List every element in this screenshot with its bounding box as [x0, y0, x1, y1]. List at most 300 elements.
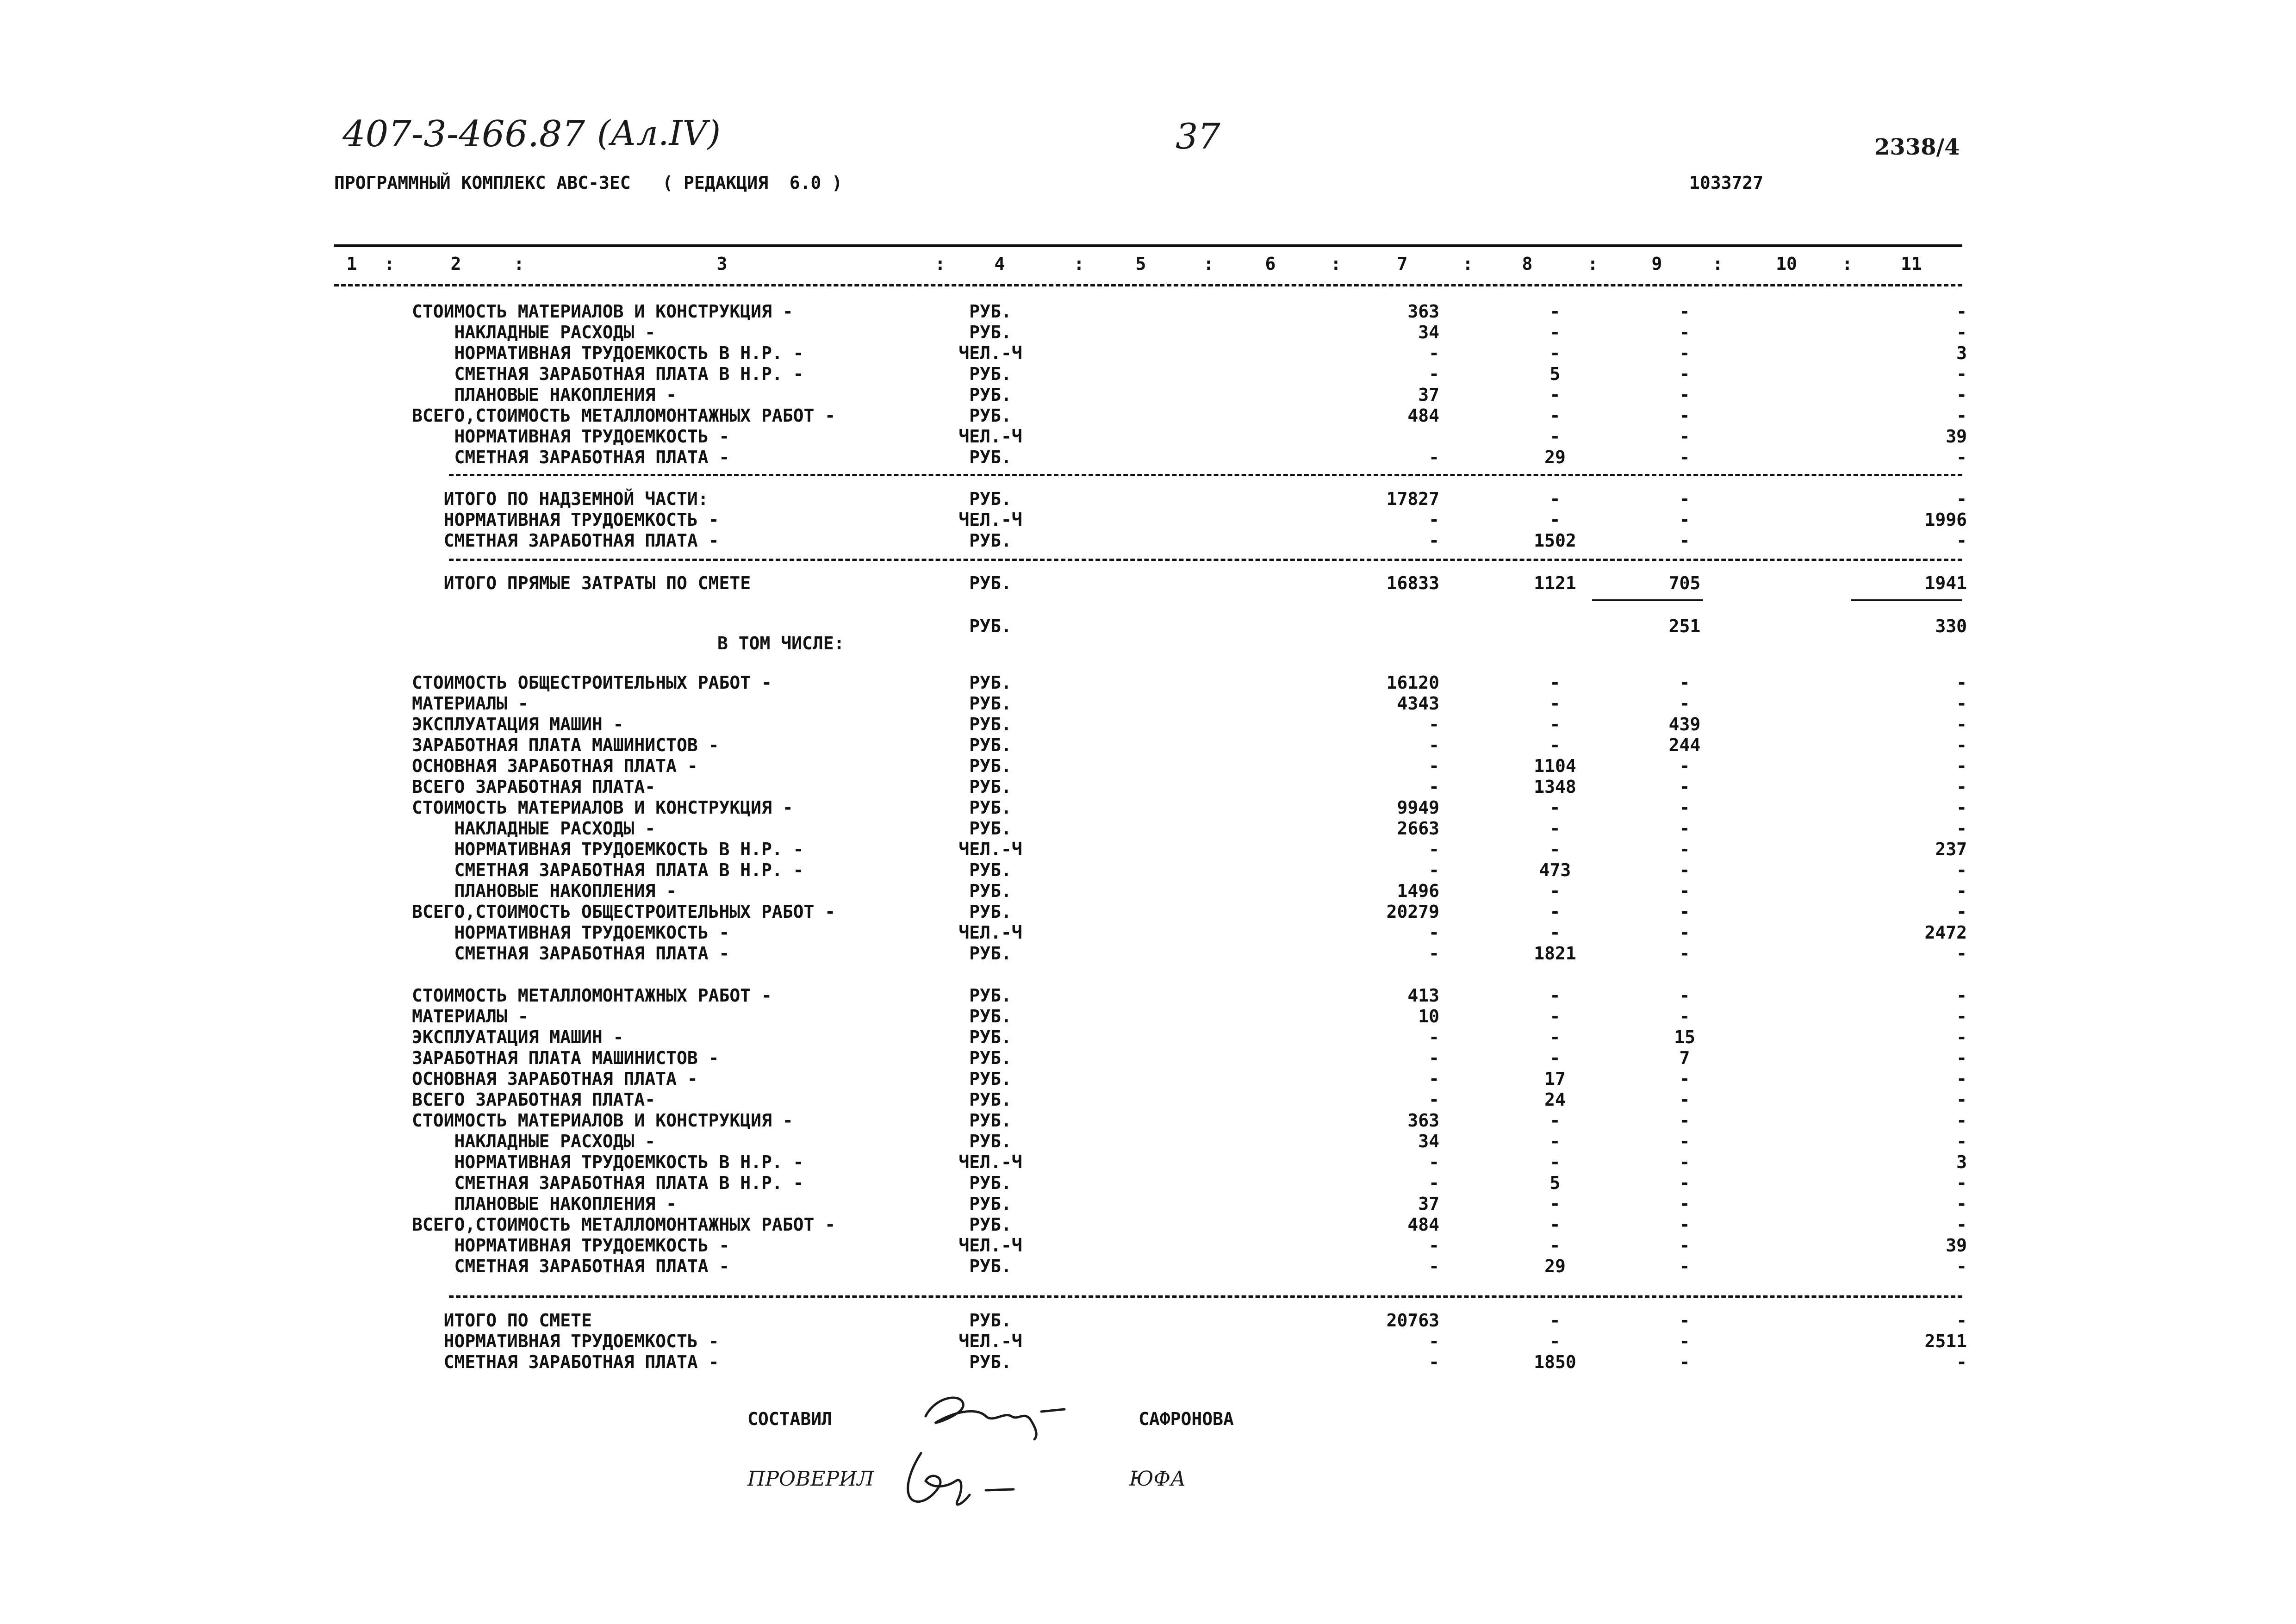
row-unit: ЧЕЛ.-Ч	[958, 922, 1022, 943]
row-label: СМЕТНАЯ ЗАРАБОТНАЯ ПЛАТА -	[412, 1256, 730, 1276]
cell-col-11: 3	[1956, 343, 1967, 363]
cell-col-7: -	[1429, 530, 1439, 551]
cell-col-8: -	[1549, 902, 1561, 922]
column-header-1: 1	[346, 254, 357, 274]
cell-col-8: -	[1549, 426, 1561, 447]
cell-col-7: 363	[1407, 301, 1439, 322]
section-rule-3	[449, 1295, 1962, 1298]
cell-col-7: 2663	[1397, 818, 1439, 839]
row-label: ОСНОВНАЯ ЗАРАБОТНАЯ ПЛАТА -	[412, 1069, 698, 1089]
row-unit: РУБ.	[969, 985, 1012, 1006]
section-rule-1	[449, 474, 1962, 476]
cell-col-9: -	[1679, 1256, 1690, 1276]
table-row	[0, 859, 2296, 881]
row-unit: РУБ.	[969, 818, 1012, 839]
row-label: ИТОГО ПО НАДЗЕМНОЙ ЧАСТИ:	[412, 489, 709, 509]
cell-col-8: -	[1549, 839, 1561, 859]
cell-col-7: -	[1429, 943, 1439, 964]
compiled-by-label: СОСТАВИЛ	[747, 1409, 833, 1429]
cell-col-9: 244	[1668, 735, 1701, 755]
cell-col-11: -	[1956, 672, 1967, 693]
row-unit: РУБ.	[969, 530, 1012, 551]
row-unit: ЧЕЛ.-Ч	[958, 839, 1022, 859]
cell-col-7: -	[1429, 860, 1439, 880]
row-unit: РУБ.	[969, 364, 1012, 384]
cell-col-7: -	[1429, 1152, 1439, 1172]
row-label: СМЕТНАЯ ЗАРАБОТНАЯ ПЛАТА В Н.Р. -	[412, 364, 804, 384]
row-unit: РУБ.	[969, 860, 1012, 880]
cell-col-7: 4343	[1397, 693, 1439, 714]
table-row	[0, 488, 2296, 510]
cell-col-9: 705	[1668, 573, 1701, 593]
table-row	[0, 1151, 2296, 1173]
cell-col-7: 17827	[1386, 489, 1439, 509]
table-row	[0, 572, 2296, 594]
row-label: ПЛАНОВЫЕ НАКОПЛЕНИЯ -	[412, 881, 677, 901]
row-unit: РУБ.	[969, 1089, 1012, 1110]
cell-col-11: -	[1956, 447, 1967, 467]
cell-col-8: 1821	[1534, 943, 1576, 964]
row-unit: РУБ.	[969, 1006, 1012, 1027]
cell-col-8: -	[1549, 1006, 1561, 1027]
table-row	[0, 1131, 2296, 1152]
row-unit: ЧЕЛ.-Ч	[958, 1331, 1022, 1351]
cell-col-9: -	[1679, 860, 1690, 880]
cell-col-9: -	[1679, 1152, 1690, 1172]
row-unit: РУБ.	[969, 322, 1012, 342]
row-label: СТОИМОСТЬ МЕТАЛЛОМОНТАЖНЫХ РАБОТ -	[412, 985, 772, 1006]
cell-col-11: -	[1956, 489, 1967, 509]
row-label: ВСЕГО ЗАРАБОТНАЯ ПЛАТА-	[412, 1089, 656, 1110]
row-unit: РУБ.	[969, 777, 1012, 797]
cell-col-7: -	[1429, 1352, 1439, 1372]
cell-col-8: -	[1549, 489, 1561, 509]
cell-col-7: -	[1429, 1235, 1439, 1256]
table-row	[0, 1351, 2296, 1373]
cell-col-9: -	[1679, 1089, 1690, 1110]
column-separator: :	[935, 254, 946, 274]
row-unit: РУБ.	[969, 405, 1012, 426]
row-unit: РУБ.	[969, 1194, 1012, 1214]
cell-col-9: -	[1679, 385, 1690, 405]
row-label: НОРМАТИВНАЯ ТРУДОЕМКОСТЬ -	[412, 922, 730, 943]
signature-checked	[893, 1439, 1060, 1513]
table-row	[0, 755, 2296, 777]
cell-col-8: -	[1549, 797, 1561, 818]
column-separator: :	[514, 254, 524, 274]
cell-col-7: -	[1429, 777, 1439, 797]
cell-col-9: -	[1679, 943, 1690, 964]
cell-col-9: 251	[1668, 616, 1701, 636]
cell-col-7: 20763	[1386, 1310, 1439, 1331]
cell-col-9: -	[1679, 1110, 1690, 1131]
row-unit: РУБ.	[969, 756, 1012, 776]
cell-col-7: -	[1429, 510, 1439, 530]
row-unit: РУБ.	[969, 301, 1012, 322]
row-label: МАТЕРИАЛЫ -	[412, 1006, 529, 1027]
cell-col-11: -	[1956, 1089, 1967, 1110]
table-row	[0, 734, 2296, 756]
cell-col-8: -	[1549, 1194, 1561, 1214]
cell-col-9: 7	[1679, 1048, 1690, 1068]
cell-col-9: -	[1679, 1173, 1690, 1193]
row-label: ЗАРАБОТНАЯ ПЛАТА МАШИНИСТОВ -	[412, 735, 719, 755]
cell-col-11: 2472	[1924, 922, 1967, 943]
cell-col-11: -	[1956, 1048, 1967, 1068]
cell-col-9: -	[1679, 322, 1690, 342]
table-row	[0, 342, 2296, 364]
cell-col-11: -	[1956, 777, 1967, 797]
row-unit: РУБ.	[969, 489, 1012, 509]
row-label: ЗАРАБОТНАЯ ПЛАТА МАШИНИСТОВ -	[412, 1048, 719, 1068]
row-unit: РУБ.	[969, 1110, 1012, 1131]
cell-col-9: -	[1679, 1131, 1690, 1151]
row-unit: РУБ.	[969, 735, 1012, 755]
cell-col-7: 34	[1418, 1131, 1439, 1151]
row-label: ВСЕГО,СТОИМОСТЬ МЕТАЛЛОМОНТАЖНЫХ РАБОТ -	[412, 1214, 836, 1235]
cell-col-9: -	[1679, 756, 1690, 776]
row-unit: ЧЕЛ.-Ч	[958, 426, 1022, 447]
cell-col-11: -	[1956, 818, 1967, 839]
table-row	[0, 1256, 2296, 1277]
cell-col-8: -	[1549, 672, 1561, 693]
cell-col-9: -	[1679, 447, 1690, 467]
row-label: НОРМАТИВНАЯ ТРУДОЕМКОСТЬ -	[412, 1331, 719, 1351]
row-label: НОРМАТИВНАЯ ТРУДОЕМКОСТЬ -	[412, 510, 719, 530]
row-unit: ЧЕЛ.-Ч	[958, 510, 1022, 530]
document-code: 407-3-466.87	[342, 113, 585, 155]
cell-col-11: -	[1956, 1069, 1967, 1089]
cell-col-7: -	[1429, 343, 1439, 363]
page-number: 37	[1176, 116, 1220, 157]
cell-col-8: 1104	[1534, 756, 1576, 776]
cell-col-7: 37	[1418, 385, 1439, 405]
cell-col-8: 473	[1539, 860, 1571, 880]
table-row	[0, 384, 2296, 405]
cell-col-9: -	[1679, 1069, 1690, 1089]
column-separator: :	[1203, 254, 1214, 274]
cell-col-8: 1502	[1534, 530, 1576, 551]
row-unit: РУБ.	[969, 693, 1012, 714]
cell-col-8: 17	[1544, 1069, 1566, 1089]
sheet-reference: 2338/4	[1874, 134, 1960, 160]
album-number: (Ал.IV)	[597, 113, 721, 153]
table-row	[0, 322, 2296, 343]
row-unit: РУБ.	[969, 1173, 1012, 1193]
column-header-2: 2	[450, 254, 461, 274]
table-row	[0, 714, 2296, 735]
cell-col-8: 1121	[1534, 573, 1576, 593]
table-row	[0, 901, 2296, 922]
compiled-by-name: САФРОНОВА	[1139, 1409, 1234, 1429]
table-row	[0, 1068, 2296, 1089]
program-line: ПРОГРАММНЫЙ КОМПЛЕКС АВС-3ЕС ( РЕДАКЦИЯ 6.0 )	[334, 173, 843, 193]
in-that-number-heading: В ТОМ ЧИСЛЕ:	[717, 633, 845, 653]
row-label: ПЛАНОВЫЕ НАКОПЛЕНИЯ -	[412, 385, 677, 405]
cell-col-11: -	[1956, 1131, 1967, 1151]
table-row	[0, 1172, 2296, 1194]
cell-col-9: 439	[1668, 714, 1701, 734]
column-header-8: 8	[1522, 254, 1533, 274]
table-row	[0, 985, 2296, 1006]
cell-col-7: 9949	[1397, 797, 1439, 818]
column-header-10: 10	[1776, 254, 1797, 274]
cell-col-9: -	[1679, 672, 1690, 693]
table-row	[0, 776, 2296, 797]
column-header-11: 11	[1901, 254, 1922, 274]
row-unit: РУБ.	[969, 616, 1012, 636]
cell-col-7: 16120	[1386, 672, 1439, 693]
row-label: ЭКСПЛУАТАЦИЯ МАШИН -	[412, 1027, 624, 1047]
row-label: СТОИМОСТЬ ОБЩЕСТРОИТЕЛЬНЫХ РАБОТ -	[412, 672, 772, 693]
row-label: НАКЛАДНЫЕ РАСХОДЫ -	[412, 1131, 656, 1151]
cell-col-11: 2511	[1924, 1331, 1967, 1351]
cell-col-8: -	[1549, 922, 1561, 943]
row-unit: РУБ.	[969, 573, 1012, 593]
cell-col-9: -	[1679, 343, 1690, 363]
column-separator: :	[1074, 254, 1084, 274]
cell-col-8: -	[1549, 1152, 1561, 1172]
cell-col-7: -	[1429, 1027, 1439, 1047]
cell-col-11: -	[1956, 1310, 1967, 1331]
row-unit: РУБ.	[969, 1048, 1012, 1068]
cell-col-8: -	[1549, 1048, 1561, 1068]
cell-col-7: 484	[1407, 1214, 1439, 1235]
cell-col-8: -	[1549, 322, 1561, 342]
cell-col-8: 29	[1544, 1256, 1566, 1276]
cell-col-8: -	[1549, 1235, 1561, 1256]
cell-col-7: -	[1429, 1089, 1439, 1110]
document-id: 1033727	[1689, 173, 1764, 193]
cell-col-9: -	[1679, 777, 1690, 797]
table-row	[0, 1027, 2296, 1048]
cell-col-7: -	[1429, 1331, 1439, 1351]
cell-col-9: -	[1679, 1214, 1690, 1235]
cell-col-11: -	[1956, 1194, 1967, 1214]
cell-col-8: 5	[1549, 1173, 1561, 1193]
row-label: ВСЕГО,СТОИМОСТЬ ОБЩЕСТРОИТЕЛЬНЫХ РАБОТ -	[412, 902, 836, 922]
column-separator: :	[1842, 254, 1853, 274]
checked-by-name: ЮФА	[1129, 1467, 1186, 1491]
row-label: СМЕТНАЯ ЗАРАБОТНАЯ ПЛАТА В Н.Р. -	[412, 1173, 804, 1193]
row-label: НОРМАТИВНАЯ ТРУДОЕМКОСТЬ В Н.Р. -	[412, 839, 804, 859]
cell-col-11: -	[1956, 322, 1967, 342]
cell-col-8: -	[1549, 510, 1561, 530]
column-header-3: 3	[716, 254, 728, 274]
row-label: НАКЛАДНЫЕ РАСХОДЫ -	[412, 818, 656, 839]
row-label: НАКЛАДНЫЕ РАСХОДЫ -	[412, 322, 656, 342]
cell-col-8: -	[1549, 1110, 1561, 1131]
cell-col-11: -	[1956, 1256, 1967, 1276]
table-row	[0, 943, 2296, 964]
table-row	[0, 1110, 2296, 1131]
row-unit: РУБ.	[969, 1310, 1012, 1331]
row-label: СМЕТНАЯ ЗАРАБОТНАЯ ПЛАТА -	[412, 530, 719, 551]
table-row	[0, 405, 2296, 426]
table-row	[0, 839, 2296, 860]
table-row	[0, 509, 2296, 530]
row-unit: РУБ.	[969, 797, 1012, 818]
cell-col-9: -	[1679, 797, 1690, 818]
column-header-4: 4	[994, 254, 1005, 274]
cell-col-8: -	[1549, 1131, 1561, 1151]
cell-col-7: 20279	[1386, 902, 1439, 922]
cell-col-9: -	[1679, 818, 1690, 839]
cell-col-11: 39	[1946, 1235, 1967, 1256]
table-row	[0, 1089, 2296, 1110]
cell-col-11: -	[1956, 1214, 1967, 1235]
cell-col-9: -	[1679, 693, 1690, 714]
row-label: СМЕТНАЯ ЗАРАБОТНАЯ ПЛАТА В Н.Р. -	[412, 860, 804, 880]
cell-col-9: -	[1679, 364, 1690, 384]
column-header-6: 6	[1265, 254, 1276, 274]
table-row	[0, 880, 2296, 902]
cell-col-9: -	[1679, 881, 1690, 901]
row-label: ВСЕГО ЗАРАБОТНАЯ ПЛАТА-	[412, 777, 656, 797]
cell-col-7: 10	[1418, 1006, 1439, 1027]
table-row	[0, 426, 2296, 447]
cell-col-7: 34	[1418, 322, 1439, 342]
cell-col-11: 1996	[1924, 510, 1967, 530]
cell-col-11: -	[1956, 301, 1967, 322]
cell-col-7: -	[1429, 839, 1439, 859]
row-label: ЭКСПЛУАТАЦИЯ МАШИН -	[412, 714, 624, 734]
cell-col-7: -	[1429, 1256, 1439, 1276]
column-separator: :	[1462, 254, 1473, 274]
cell-col-9: -	[1679, 1352, 1690, 1372]
row-label: НОРМАТИВНАЯ ТРУДОЕМКОСТЬ -	[412, 1235, 730, 1256]
row-unit: РУБ.	[969, 881, 1012, 901]
cell-col-9: -	[1679, 510, 1690, 530]
table-row	[0, 1193, 2296, 1214]
row-unit: ЧЕЛ.-Ч	[958, 1152, 1022, 1172]
cell-col-7: -	[1429, 922, 1439, 943]
row-unit: РУБ.	[969, 1256, 1012, 1276]
cell-col-8: -	[1549, 985, 1561, 1006]
row-unit: РУБ.	[969, 1131, 1012, 1151]
cell-col-7: -	[1429, 1173, 1439, 1193]
cell-col-11: -	[1956, 1173, 1967, 1193]
cell-col-11: -	[1956, 1027, 1967, 1047]
cell-col-7: -	[1429, 714, 1439, 734]
row-unit: РУБ.	[969, 943, 1012, 964]
cell-col-11: -	[1956, 364, 1967, 384]
cell-col-9: -	[1679, 1006, 1690, 1027]
cell-col-8: 29	[1544, 447, 1566, 467]
cell-col-8: 1348	[1534, 777, 1576, 797]
cell-col-11: -	[1956, 881, 1967, 901]
cell-col-7: 484	[1407, 405, 1439, 426]
row-label: СТОИМОСТЬ МАТЕРИАЛОВ И КОНСТРУКЦИЯ -	[412, 1110, 793, 1131]
table-top-rule	[334, 244, 1962, 247]
cell-col-9: -	[1679, 301, 1690, 322]
table-row	[0, 672, 2296, 693]
column-header-9: 9	[1651, 254, 1662, 274]
row-unit: РУБ.	[969, 672, 1012, 693]
cell-col-11: -	[1956, 714, 1967, 734]
cell-col-8: -	[1549, 405, 1561, 426]
cell-col-7: -	[1429, 447, 1439, 467]
row-label: СМЕТНАЯ ЗАРАБОТНАЯ ПЛАТА -	[412, 943, 730, 964]
table-row	[0, 301, 2296, 322]
row-unit: РУБ.	[969, 447, 1012, 467]
column-header-5: 5	[1135, 254, 1146, 274]
row-unit: РУБ.	[969, 1027, 1012, 1047]
column-header-7: 7	[1397, 254, 1408, 274]
cell-col-9: -	[1679, 985, 1690, 1006]
cell-col-8: -	[1549, 1027, 1561, 1047]
cell-col-8: 1850	[1534, 1352, 1576, 1372]
cell-col-11: -	[1956, 985, 1967, 1006]
table-row	[0, 616, 2296, 637]
table-row	[0, 797, 2296, 818]
table-row	[0, 1006, 2296, 1027]
row-label: МАТЕРИАЛЫ -	[412, 693, 529, 714]
cell-col-9: -	[1679, 1310, 1690, 1331]
cell-col-8: -	[1549, 735, 1561, 755]
cell-col-9: -	[1679, 426, 1690, 447]
cell-col-8: -	[1549, 881, 1561, 901]
cell-col-7: -	[1429, 364, 1439, 384]
row-unit: РУБ.	[969, 714, 1012, 734]
cell-col-11: -	[1956, 405, 1967, 426]
cell-col-11: -	[1956, 1352, 1967, 1372]
cell-col-9: -	[1679, 839, 1690, 859]
table-row	[0, 693, 2296, 714]
cell-col-9: 15	[1674, 1027, 1695, 1047]
cell-col-8: -	[1549, 343, 1561, 363]
cell-col-11: -	[1956, 756, 1967, 776]
column-separator: :	[384, 254, 395, 274]
cell-col-7: 1496	[1397, 881, 1439, 901]
table-row	[0, 922, 2296, 943]
cell-col-8: -	[1549, 301, 1561, 322]
column-separator: :	[1587, 254, 1598, 274]
row-label: ОСНОВНАЯ ЗАРАБОТНАЯ ПЛАТА -	[412, 756, 698, 776]
table-row	[0, 447, 2296, 468]
cell-col-7: 363	[1407, 1110, 1439, 1131]
cell-col-9: -	[1679, 405, 1690, 426]
cell-col-7: -	[1429, 1048, 1439, 1068]
cell-col-9: -	[1679, 1331, 1690, 1351]
row-label: ВСЕГО,СТОИМОСТЬ МЕТАЛЛОМОНТАЖНЫХ РАБОТ -	[412, 405, 836, 426]
signature-compiled	[916, 1384, 1074, 1444]
table-row	[0, 1214, 2296, 1235]
row-unit: РУБ.	[969, 902, 1012, 922]
row-unit: РУБ.	[969, 1069, 1012, 1089]
row-unit: РУБ.	[969, 1352, 1012, 1372]
checked-by-label: ПРОВЕРИЛ	[747, 1467, 874, 1491]
cell-col-11: 237	[1935, 839, 1967, 859]
column-separator: :	[1331, 254, 1341, 274]
row-unit: РУБ.	[969, 1214, 1012, 1235]
row-unit: РУБ.	[969, 385, 1012, 405]
table-row	[0, 1047, 2296, 1069]
cell-col-11: -	[1956, 797, 1967, 818]
table-row	[0, 530, 2296, 551]
cell-col-11: -	[1956, 735, 1967, 755]
cell-col-9: -	[1679, 489, 1690, 509]
row-unit: ЧЕЛ.-Ч	[958, 343, 1022, 363]
subtotal-underline-11	[1851, 599, 1962, 601]
cell-col-11: -	[1956, 943, 1967, 964]
cell-col-7: 16833	[1386, 573, 1439, 593]
section-rule-2	[449, 559, 1962, 561]
cell-col-7: -	[1429, 756, 1439, 776]
table-row	[0, 1235, 2296, 1256]
cell-col-8: -	[1549, 714, 1561, 734]
row-label: НОРМАТИВНАЯ ТРУДОЕМКОСТЬ В Н.Р. -	[412, 1152, 804, 1172]
